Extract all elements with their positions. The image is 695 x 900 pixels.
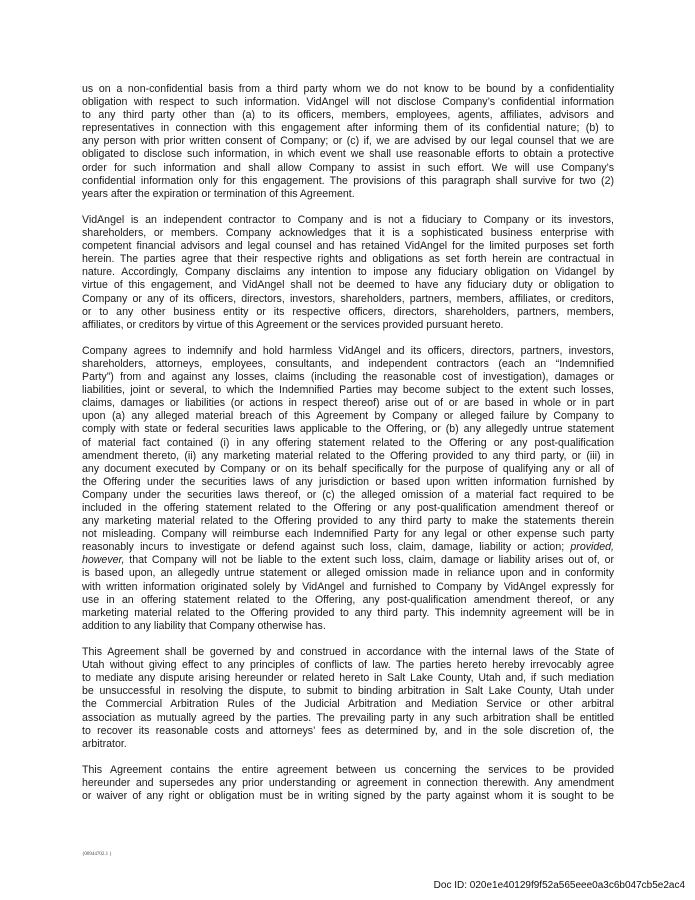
text-line: obligation with respect to such information. VidAngel will not disclose Company’s confidential information: [82, 96, 614, 109]
text-line: or waiver of any right or obligation must be in writing signed by the party against whom it is sought to be: [82, 790, 614, 803]
paragraph: [82, 764, 614, 803]
text-line: of material fact contained (i) in any offering statement related to the Offering or any post-qualification: [82, 436, 614, 449]
paragraph: [82, 83, 614, 201]
text-line: any document executed by Company or on its behalf specifically for the purpose of qualifying any or all of: [82, 462, 614, 475]
text-line: comply with state or federal securities laws applicable to the Offering, or (b) any allegedly untrue statement: [82, 423, 614, 436]
text-line: the Offering under the securities laws of any jurisdiction or based upon written information furnished by: [82, 475, 614, 488]
text-line: to mediate any dispute arising hereunder or related hereto in Salt Lake County, Utah and, if such mediation: [82, 672, 614, 685]
text-line: us on a non-confidential basis from a third party whom we do not know to be bound by a confidentiality: [82, 83, 614, 95]
text-line: affiliates, or creditors by virtue of this Agreement or the services provided pursuant hereto.: [82, 318, 504, 331]
text-line: years after the expiration or termination of this Agreement.: [82, 187, 355, 200]
text-line: any marketing material related to the Offering provided to any third party to make the statements therein: [82, 515, 614, 528]
text-line: Company or any of its officers, directors, investors, shareholders, partners, members, affiliates, or creditors,: [82, 292, 614, 305]
paragraph: [82, 214, 614, 332]
text-line: nature. Accordingly, Company disclaims any intention to impose any fiduciary obligation on Vidangel by: [82, 266, 614, 279]
paragraph: [82, 345, 614, 633]
text-line: is based upon, an allegedly untrue statement or alleged omission made in reliance upon and in conformity: [82, 567, 614, 580]
text-line: amendment thereto, (ii) any marketing material related to the Offering provided to any third party, or (iii) in: [82, 449, 614, 462]
text-line: not misleading. Company will reimburse each Indemnified Party for any legal or other expense such party: [82, 528, 614, 541]
text-line: the Commercial Arbitration Rules of the Judicial Arbitration and Mediation Service or other arbitral: [82, 698, 614, 711]
document-reference-number: {00944702.1 }: [82, 852, 112, 857]
text-line: competent financial advisors and legal counsel and has retained VidAngel for the limited purposes set forth: [82, 240, 614, 253]
text-line: upon (a) any alleged material breach of this Agreement by Company or alleged failure by Company to: [82, 410, 614, 423]
text-line: confidential information only for this engagement. The provisions of this paragraph shall survive for two (2): [82, 174, 614, 187]
text-line: virtue of this engagement, and VidAngel shall not be deemed to have any fiduciary duty or obligation to: [82, 279, 614, 292]
text-line: hereunder and supersedes any prior understanding or agreement in connection therewith. Any amendment: [82, 776, 614, 789]
text-line: shareholders, or members. Company acknowledges that it is a sophisticated business enterprise with: [82, 227, 614, 240]
text-line: addition to any liability that Company otherwise has.: [82, 619, 326, 632]
text-line: use in an offering statement related to the Offering, any post-qualification amendment thereof, or any: [82, 593, 614, 606]
text-line: Company under the securities laws thereof, or (c) the alleged omission of a material fact required to be: [82, 488, 614, 501]
doc-id: Doc ID: 020e1e40129f9f52a565eee0a3c6b047cb5e2ac4: [433, 880, 685, 891]
text-line: representatives in connection with this engagement after informing them of its confidential nature; (b) to: [82, 122, 614, 135]
text-line: This Agreement shall be governed by and construed in accordance with the internal laws of the State of: [82, 646, 614, 659]
text-line: This Agreement contains the entire agreement between us concerning the services to be provided: [82, 763, 614, 776]
text-line: claims, damages or liabilities (or actions in respect thereof) arise out of or are based in whole or in part: [82, 397, 614, 410]
text-line: Party”) from and against any losses, claims (including the reasonable cost of investigation), damages or: [82, 371, 614, 384]
text-line: reasonably incurs to investigate or defend against such loss, claim, damage, liability or action; provided,: [82, 541, 614, 554]
text-line: marketing material related to the Offering provided to any third party. This indemnity agreement will be in: [82, 606, 614, 619]
text-line: Utah without giving effect to any principles of conflicts of law. The parties hereto hereby irrevocably agree: [82, 659, 614, 672]
document-body: [82, 83, 614, 816]
text-line: to any third party other than (a) to its officers, members, employees, agents, affiliates, advisors and: [82, 109, 614, 122]
text-line: with written information originated solely by VidAngel and furnished to Company by VidAngel expressly for: [82, 580, 614, 593]
text-line: obligated to disclose such information, in which event we shall use reasonable efforts to obtain a protective: [82, 148, 614, 161]
text-line: VidAngel is an independent contractor to Company and is not a fiduciary to Company or its investors,: [82, 213, 614, 226]
text-line: included in the offering statement related to the Offering or any post-qualification amendment thereof or: [82, 502, 614, 514]
paragraph: [82, 646, 614, 751]
text-line: be unsuccessful in resolving the dispute, to submit to binding arbitration in Salt Lake County, Utah under: [82, 685, 614, 698]
text-line: liabilities, joint or several, to which the Indemnified Parties may become subject to the extent such losses,: [82, 384, 614, 397]
text-line: shareholders, attorneys, employees, consultants, and independent contractors (each an “Indemnified: [82, 357, 614, 370]
text-line: order for such information and shall allow Company to assist in such effort. We will use Company’s: [82, 161, 614, 174]
text-line: arbitrator.: [82, 737, 127, 750]
text-line: herein. The parties agree that their respective rights and obligations as set forth herein are contractual in: [82, 253, 614, 266]
text-line: or to any other business entity or its respective officers, directors, shareholders, partners, members,: [82, 305, 614, 318]
text-line: association as mutually agreed by the parties. The prevailing party in any such arbitration shall be entitled: [82, 711, 614, 724]
text-line: to recover its reasonable costs and attorneys’ fees as determined by, and in the sole discretion of, the: [82, 724, 614, 737]
text-line: Company agrees to indemnify and hold harmless VidAngel and its officers, directors, partners, investors,: [82, 344, 614, 357]
text-line: however, that Company will not be liable to the extent such loss, claim, damage or liability arises out of, or: [82, 554, 614, 567]
text-line: any person with prior written consent of Company; or (c) if, we are advised by our legal counsel that we are: [82, 135, 614, 148]
